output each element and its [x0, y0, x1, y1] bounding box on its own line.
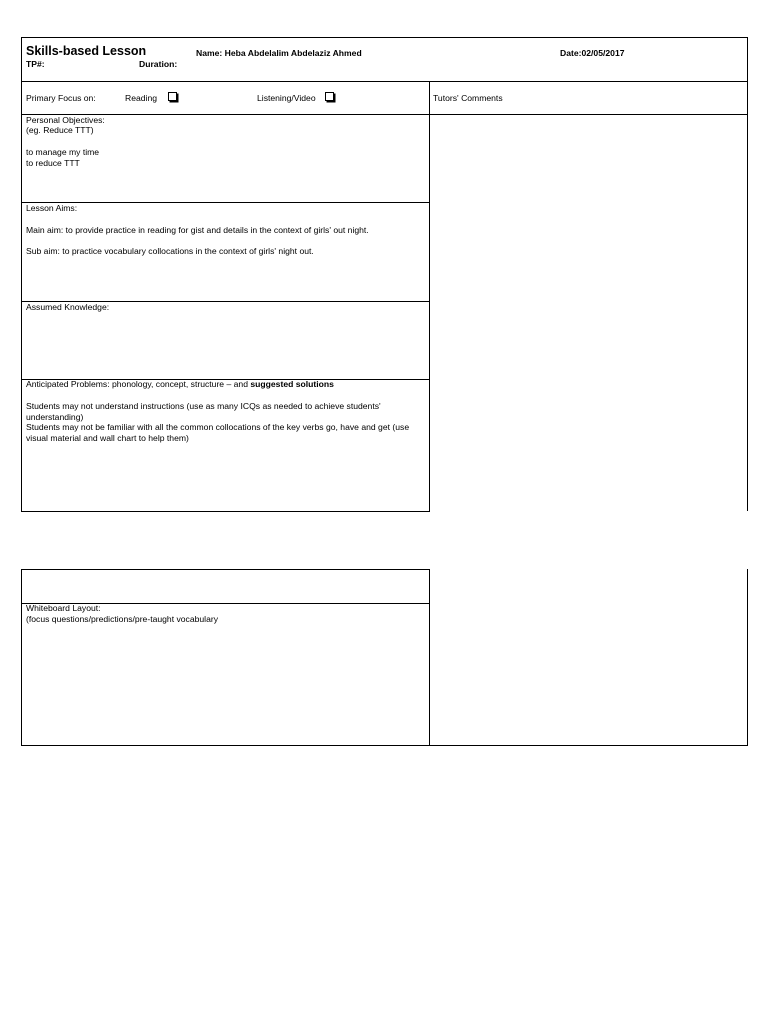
whiteboard-subtext: (focus questions/predictions/pre-taught vocabulary — [26, 614, 219, 624]
objectives-label: Personal Objectives: — [26, 115, 105, 125]
form-right-border — [747, 37, 748, 511]
tutors-comments-label: Tutors' Comments — [433, 93, 503, 103]
tp-label: TP#: — [26, 59, 45, 69]
focus-divider — [21, 114, 748, 115]
problems-label-text: Anticipated Problems: phonology, concept, structure – and — [26, 379, 251, 389]
duration-label: Duration: — [139, 59, 178, 69]
problems-label-bold: suggested solutions — [250, 379, 334, 389]
objectives-example: (eg. Reduce TTT) — [26, 125, 94, 135]
knowledge-label: Assumed Knowledge: — [26, 302, 110, 312]
problems-label — [26, 379, 334, 390]
column-divider — [429, 81, 430, 512]
bottom-form-right-border — [747, 569, 748, 746]
listening-checkbox[interactable] — [325, 92, 334, 101]
header-divider — [21, 81, 748, 82]
bottom-form-bottom-border — [21, 745, 748, 746]
form-title: Skills-based Lesson — [26, 44, 147, 58]
whiteboard-label: Whiteboard Layout: — [26, 603, 101, 613]
form-top-border — [21, 37, 748, 38]
problem-1: Students may not understand instructions (use as many ICQs as needed to achieve students' understanding) — [26, 401, 381, 422]
lesson-date: Date:02/05/2017 — [560, 48, 625, 58]
listening-label: Listening/Video — [257, 93, 316, 103]
reading-label: Reading — [125, 93, 158, 103]
aims-label: Lesson Aims: — [26, 203, 78, 213]
problem-2: Students may not be familiar with all the common collocations of the key verbs go, have and get (use visual material and wall chart to help them) — [26, 422, 410, 443]
primary-focus-label: Primary Focus on: — [26, 93, 96, 103]
reading-checkbox[interactable] — [168, 92, 177, 101]
form-left-border — [21, 37, 22, 512]
main-aim: Main aim: to provide practice in reading for gist and details in the context of girls' out night. — [26, 225, 369, 235]
sub-aim: Sub aim: to practice vocabulary collocations in the context of girls' night out. — [26, 246, 314, 256]
student-name: Name: Heba Abdelalim Abdelaziz Ahmed — [196, 48, 362, 58]
objective-line-1: to manage my time — [26, 147, 100, 157]
bottom-form-top-border — [21, 569, 430, 570]
bottom-form-mid-border — [429, 569, 430, 746]
form-bottom-border — [21, 511, 430, 512]
objective-line-2: to reduce TTT — [26, 158, 80, 168]
objectives-divider — [21, 202, 430, 203]
bottom-form-left-border — [21, 569, 22, 746]
